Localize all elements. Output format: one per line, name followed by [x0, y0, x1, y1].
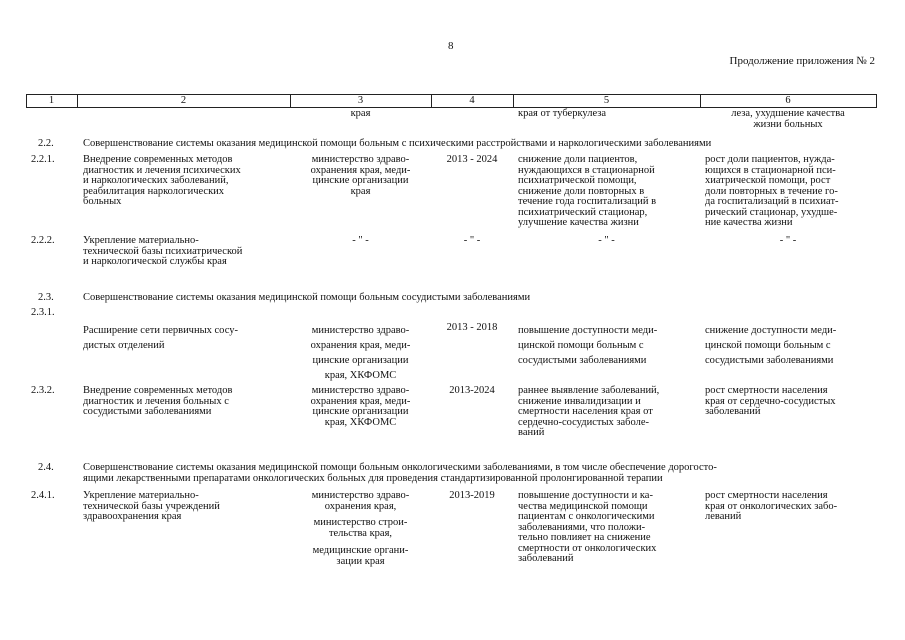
column-header-5: 5 — [603, 95, 610, 106]
section-number: 2.2. — [38, 138, 54, 149]
column-header-1: 1 — [48, 95, 55, 106]
section-number: 2.4. — [38, 462, 54, 473]
row-executor: министерство здраво- охранения края, меди- цинские организации края — [310, 154, 411, 197]
column-header-6: 6 — [785, 95, 791, 106]
appendix-note: Продолжение приложения № 2 — [729, 55, 875, 67]
section-title: Совершенствование системы оказания медицинской помощи больным онкологическими заболеваниями, в том числе обеспечение дорогосто- ящими лекарственными препаратами онкологических больных для проведения стандартизированной пролонгированной терапии — [83, 462, 717, 484]
row-result: раннее выявление заболеваний, снижение инвалидизации и смертности населения края от сердечно-сосудистых заболе- ваний — [518, 385, 660, 438]
column-header-4: 4 — [469, 95, 475, 106]
carry-over-result: края от туберкулеза — [518, 108, 607, 119]
column-header-2: 2 — [180, 95, 187, 106]
row-number: 2.2.1. — [31, 154, 55, 165]
row-result: - " - — [598, 235, 615, 246]
row-measure: Укрепление материально- технической базы психиатрической и наркологической службы края — [83, 235, 243, 267]
row-risk: - " - — [779, 235, 797, 246]
row-result: снижение доли пациентов, нуждающихся в стационарной психиатрической помощи, снижение доли повторных в течение года госпитализаций в психиатрический стационар, улучшение качества жизни — [518, 154, 657, 228]
row-result: повышение доступности меди- цинской помощи больным с сосудистыми заболеваниями — [518, 325, 658, 366]
row-period: - " - — [463, 235, 481, 246]
column-header-3: 3 — [357, 95, 364, 106]
row-number: 2.3.1. — [31, 307, 55, 318]
row-executor: - " - — [352, 235, 369, 246]
row-executor: министерство здраво- охранения края, меди- цинские организации края, ХКФОМС — [310, 325, 411, 381]
row-measure: Расширение сети первичных сосу- дистых отделений — [83, 325, 238, 351]
row-risk: рост смертности населения края от онкологических забо- леваний — [705, 490, 838, 522]
section-title: Совершенствование системы оказания медицинской помощи больным сосудистыми заболеваниями — [83, 292, 531, 303]
row-measure: Укрепление материально- технической базы учреждений здравоохранения края — [83, 490, 220, 522]
carry-over-executor: края — [350, 108, 371, 119]
row-executor-3: медицинские органи- зации края — [312, 545, 409, 567]
row-measure: Внедрение современных методов диагностик и лечения психических и наркологических заболеваний, реабилитация наркологических больных — [83, 154, 241, 207]
row-number: 2.3.2. — [31, 385, 55, 396]
row-period: 2013-2024 — [449, 385, 495, 396]
row-executor: министерство здраво- охранения края, меди- цинские организации края, ХКФОМС — [310, 385, 411, 428]
row-executor-2: министерство строи- тельства края, — [313, 517, 408, 539]
row-risk: рост смертности населения края от сердечно-сосудистых заболеваний — [705, 385, 836, 417]
row-period: 2013 - 2024 — [446, 154, 498, 165]
row-number: 2.2.2. — [31, 235, 55, 246]
carry-over-risk: леза, ухудшение качества жизни больных — [731, 108, 845, 130]
row-risk: снижение доступности меди- цинской помощи больным с сосудистыми заболеваниями — [705, 325, 837, 366]
row-period: 2013 - 2018 — [446, 322, 498, 333]
row-number: 2.4.1. — [31, 490, 55, 501]
row-period: 2013-2019 — [449, 490, 495, 501]
row-measure: Внедрение современных методов диагностик и лечения больных с сосудистыми заболеваниями — [83, 385, 233, 417]
row-result: повышение доступности и ка- чества медицинской помощи пациентам с онкологическими заболеваниями, что положи- тельно повлияет на снижение смертности от онкологических заболеваний — [518, 490, 657, 564]
row-executor-1: министерство здраво- охранения края, — [311, 490, 410, 512]
page-number: 8 — [448, 40, 454, 52]
section-number: 2.3. — [38, 292, 54, 303]
section-title: Совершенствование системы оказания медицинской помощи больным с психическими расстройствами и наркологическими заболеваниями — [83, 138, 712, 149]
row-risk: рост доли пациентов, нужда- ющихся в стационарной пси- хиатрической помощи, рост доли повторных в течение го- да госпитализаций в психиат- рический стационар, ухудше- ние качества жизни — [705, 154, 839, 228]
